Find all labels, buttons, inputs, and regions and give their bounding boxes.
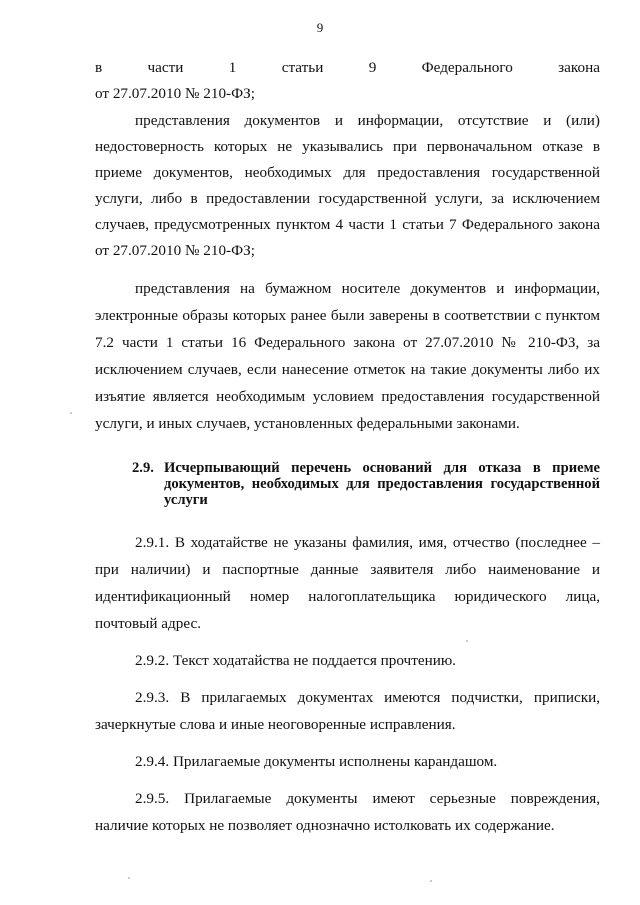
scan-speck xyxy=(430,880,432,882)
section-number: 2.9. xyxy=(132,460,154,476)
list-item: 2.9.5. Прилагаемые документы имеют серьезные повреждения, наличие которых не позволяет однозначно истолковать их содержание. xyxy=(95,790,600,834)
paragraph-line: в части 1 статьи 9 Федерального закона xyxy=(95,59,600,76)
paragraph: представления на бумажном носителе документов и информации, электронные образы которых ранее были заверены в соответствии с пунктом 7.2 части 1 статьи 16 Федерального закона от 27.07.2010 № 210-ФЗ, за исключением случаев, если нанесение отметок на такие документы либо их изъятие является необходимым условием предоставления государственной услуги, и иных случаев, установленных федеральными законами. xyxy=(95,280,600,432)
list-item: 2.9.1. В ходатайстве не указаны фамилия, имя, отчество (последнее – при наличии) и паспортные данные заявителя либо наименование и идентификационный номер налогоплательщика юридического лица, почтовый адрес. xyxy=(95,534,600,632)
list-item: 2.9.4. Прилагаемые документы исполнены карандашом. xyxy=(135,753,498,770)
scan-speck xyxy=(466,640,468,642)
paragraph: представления документов и информации, отсутствие и (или) недостоверность которых не указывались при первоначальном отказе в приеме документов, необходимых для предоставления государственной услуги, либо в предоставлении государственной услуги, за исключением случаев, предусмотренных пунктом 4 части 1 статьи 7 Федерального закона от 27.07.2010 № 210-ФЗ; xyxy=(95,112,600,259)
paragraph-line: от 27.07.2010 № 210-ФЗ; xyxy=(95,85,255,102)
scan-speck xyxy=(128,877,130,879)
section-heading xyxy=(132,460,600,508)
list-item: 2.9.2. Текст ходатайства не поддается прочтению. xyxy=(135,652,456,669)
scan-speck xyxy=(70,412,72,414)
list-item: 2.9.3. В прилагаемых документах имеются подчистки, приписки, зачеркнутые слова и иные неоговоренные исправления. xyxy=(95,689,600,733)
page-number: 9 xyxy=(316,20,324,35)
section-title: Исчерпывающий перечень оснований для отказа в приеме документов, необходимых для предоставления государственной услуги xyxy=(164,460,600,508)
document-body xyxy=(95,55,600,839)
